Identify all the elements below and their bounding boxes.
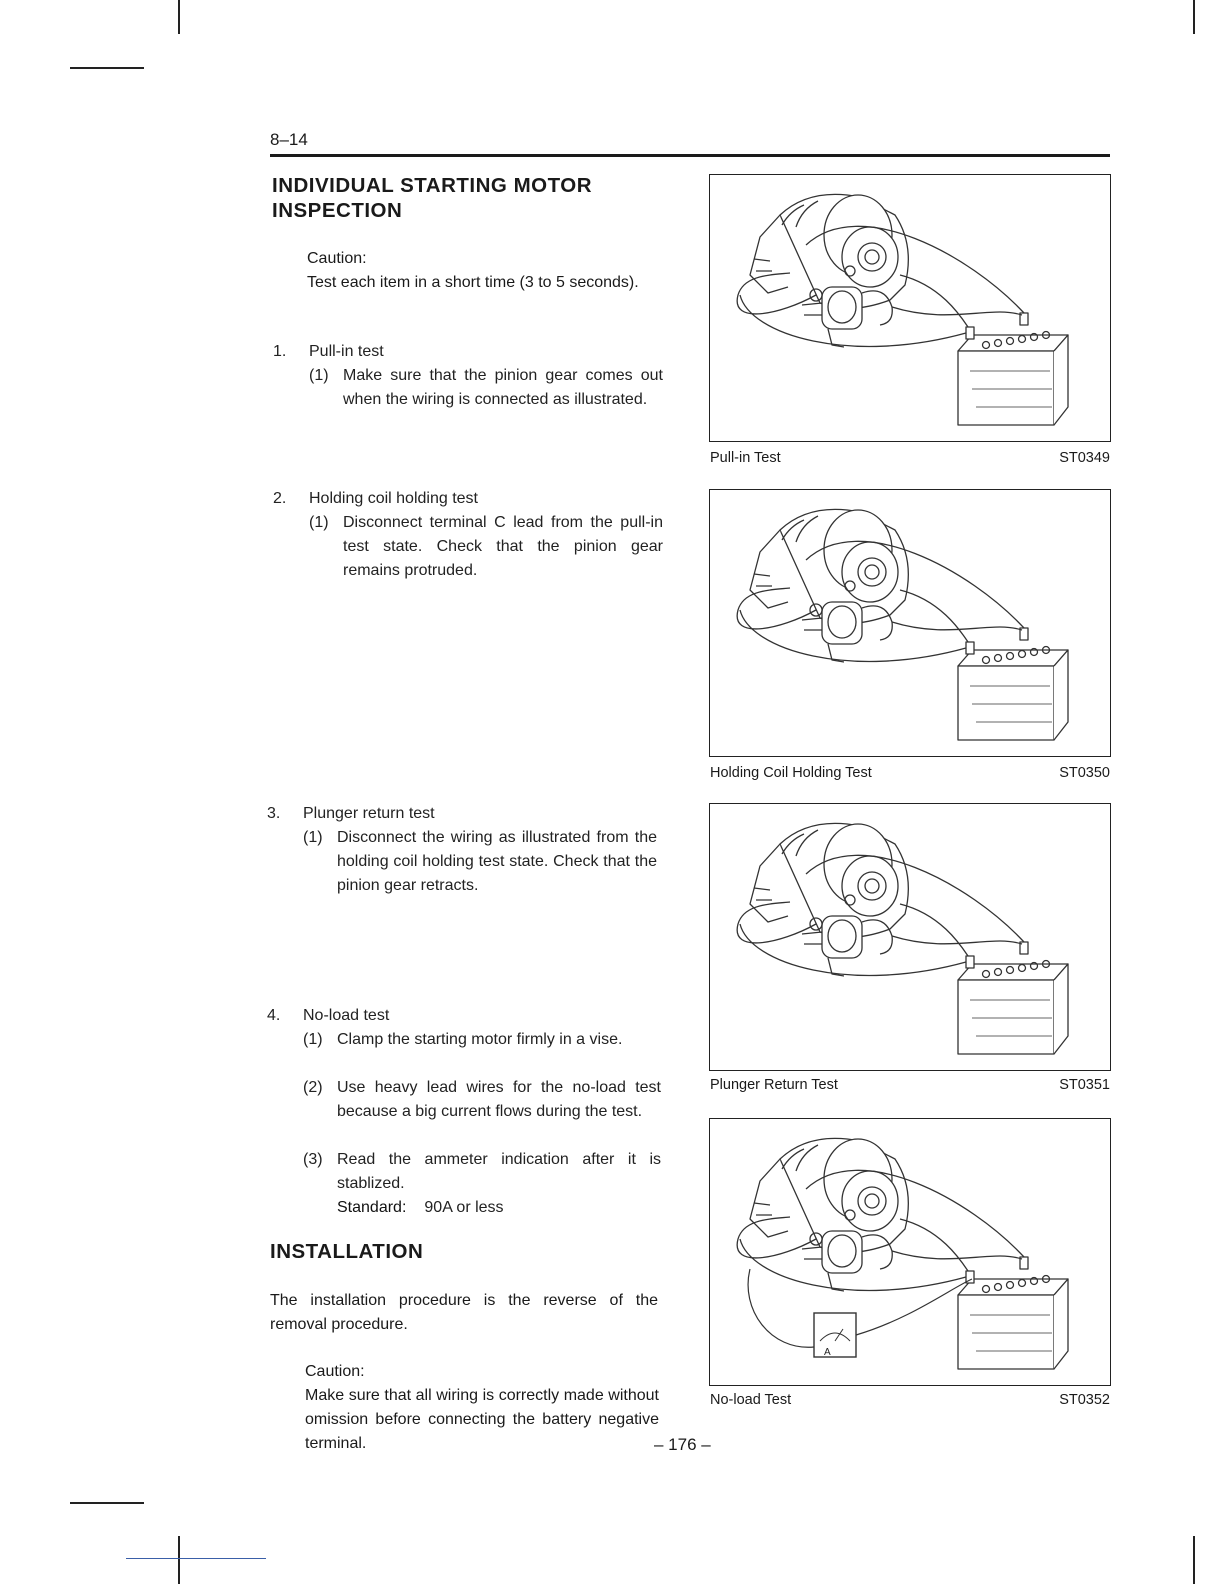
caption-title: Pull-in Test bbox=[710, 450, 781, 466]
crop-mark bbox=[70, 1502, 144, 1504]
crop-mark bbox=[1193, 0, 1195, 34]
item-text: Read the ammeter indication after it is stablized. bbox=[337, 1151, 661, 1192]
caption-code: ST0352 bbox=[1059, 1392, 1110, 1408]
section-heading-inspection: INDIVIDUAL STARTING MOTOR INSPECTION bbox=[272, 174, 592, 222]
step-item bbox=[303, 826, 657, 898]
item-number: (3) bbox=[303, 1151, 323, 1168]
starter-motor-illustration bbox=[710, 175, 1110, 441]
step-number: 1. bbox=[273, 343, 287, 360]
item-text: Disconnect the wiring as illustrated from the holding coil holding test state. Check that the pinion gear retracts. bbox=[337, 829, 657, 894]
crop-mark bbox=[178, 1536, 180, 1584]
figure-plunger-return-test bbox=[709, 803, 1111, 1071]
standard-spec bbox=[337, 1196, 661, 1220]
caution-text: Test each item in a short time (3 to 5 seconds). bbox=[307, 274, 639, 291]
item-number: (1) bbox=[303, 829, 323, 846]
caution-label: Caution: bbox=[307, 250, 367, 267]
caption-code: ST0350 bbox=[1059, 765, 1110, 781]
caution-note bbox=[307, 247, 661, 295]
starter-motor-illustration bbox=[710, 804, 1110, 1070]
caption-code: ST0351 bbox=[1059, 1077, 1110, 1093]
ammeter-label: A bbox=[824, 1347, 831, 1358]
caution-label: Caution: bbox=[305, 1363, 365, 1380]
caption-title: Holding Coil Holding Test bbox=[710, 765, 872, 781]
step-number: 2. bbox=[273, 490, 287, 507]
item-number: (2) bbox=[303, 1079, 323, 1096]
caption-title: No-load Test bbox=[710, 1392, 792, 1408]
step-title: Plunger return test bbox=[303, 805, 435, 822]
installation-text: The installation procedure is the reverse of the removal procedure. bbox=[270, 1292, 658, 1333]
step-item bbox=[303, 1028, 661, 1052]
item-text: Make sure that the pinion gear comes out when the wiring is connected as illustrated. bbox=[343, 367, 663, 408]
installation-caution bbox=[305, 1360, 659, 1456]
step-number: 3. bbox=[267, 805, 281, 822]
figure-holding-coil-test bbox=[709, 489, 1111, 757]
page-number: 8–14 bbox=[270, 130, 308, 149]
item-text: Use heavy lead wires for the no-load test because a big current flows during the test. bbox=[337, 1079, 661, 1120]
ammeter bbox=[748, 1269, 972, 1358]
crop-mark bbox=[178, 0, 180, 34]
step-title: Pull-in test bbox=[309, 343, 384, 360]
item-text: Clamp the starting motor firmly in a vise. bbox=[337, 1031, 623, 1048]
step-title: No-load test bbox=[303, 1007, 390, 1024]
step-item bbox=[303, 1148, 661, 1220]
starter-motor-illustration bbox=[710, 490, 1110, 756]
step-number: 4. bbox=[267, 1007, 281, 1024]
item-number: (1) bbox=[309, 514, 329, 531]
figure-no-load-test bbox=[709, 1118, 1111, 1386]
item-number: (1) bbox=[309, 367, 329, 384]
step-item bbox=[309, 511, 663, 583]
step-item bbox=[309, 364, 663, 412]
step-item bbox=[303, 1076, 661, 1124]
item-text: Disconnect terminal C lead from the pull-in test state. Check that the pinion gear remains protruded. bbox=[343, 514, 663, 579]
crop-mark bbox=[1193, 1536, 1195, 1584]
standard-label: Standard: bbox=[337, 1199, 407, 1216]
header-rule bbox=[270, 154, 1110, 157]
item-number: (1) bbox=[303, 1031, 323, 1048]
caution-text: Make sure that all wiring is correctly made without omission before connecting the battery negative terminal. bbox=[305, 1387, 659, 1452]
section-heading-installation: INSTALLATION bbox=[270, 1240, 424, 1263]
step-title: Holding coil holding test bbox=[309, 490, 478, 507]
page-footer-number: – 176 – bbox=[654, 1435, 711, 1454]
standard-value: 90A or less bbox=[424, 1199, 504, 1216]
figure-pull-in-test bbox=[709, 174, 1111, 442]
starter-motor-illustration bbox=[710, 1119, 1110, 1385]
caption-code: ST0349 bbox=[1059, 450, 1110, 466]
caption-title: Plunger Return Test bbox=[710, 1077, 838, 1093]
crop-mark bbox=[70, 67, 144, 69]
crop-mark bbox=[126, 1558, 266, 1559]
